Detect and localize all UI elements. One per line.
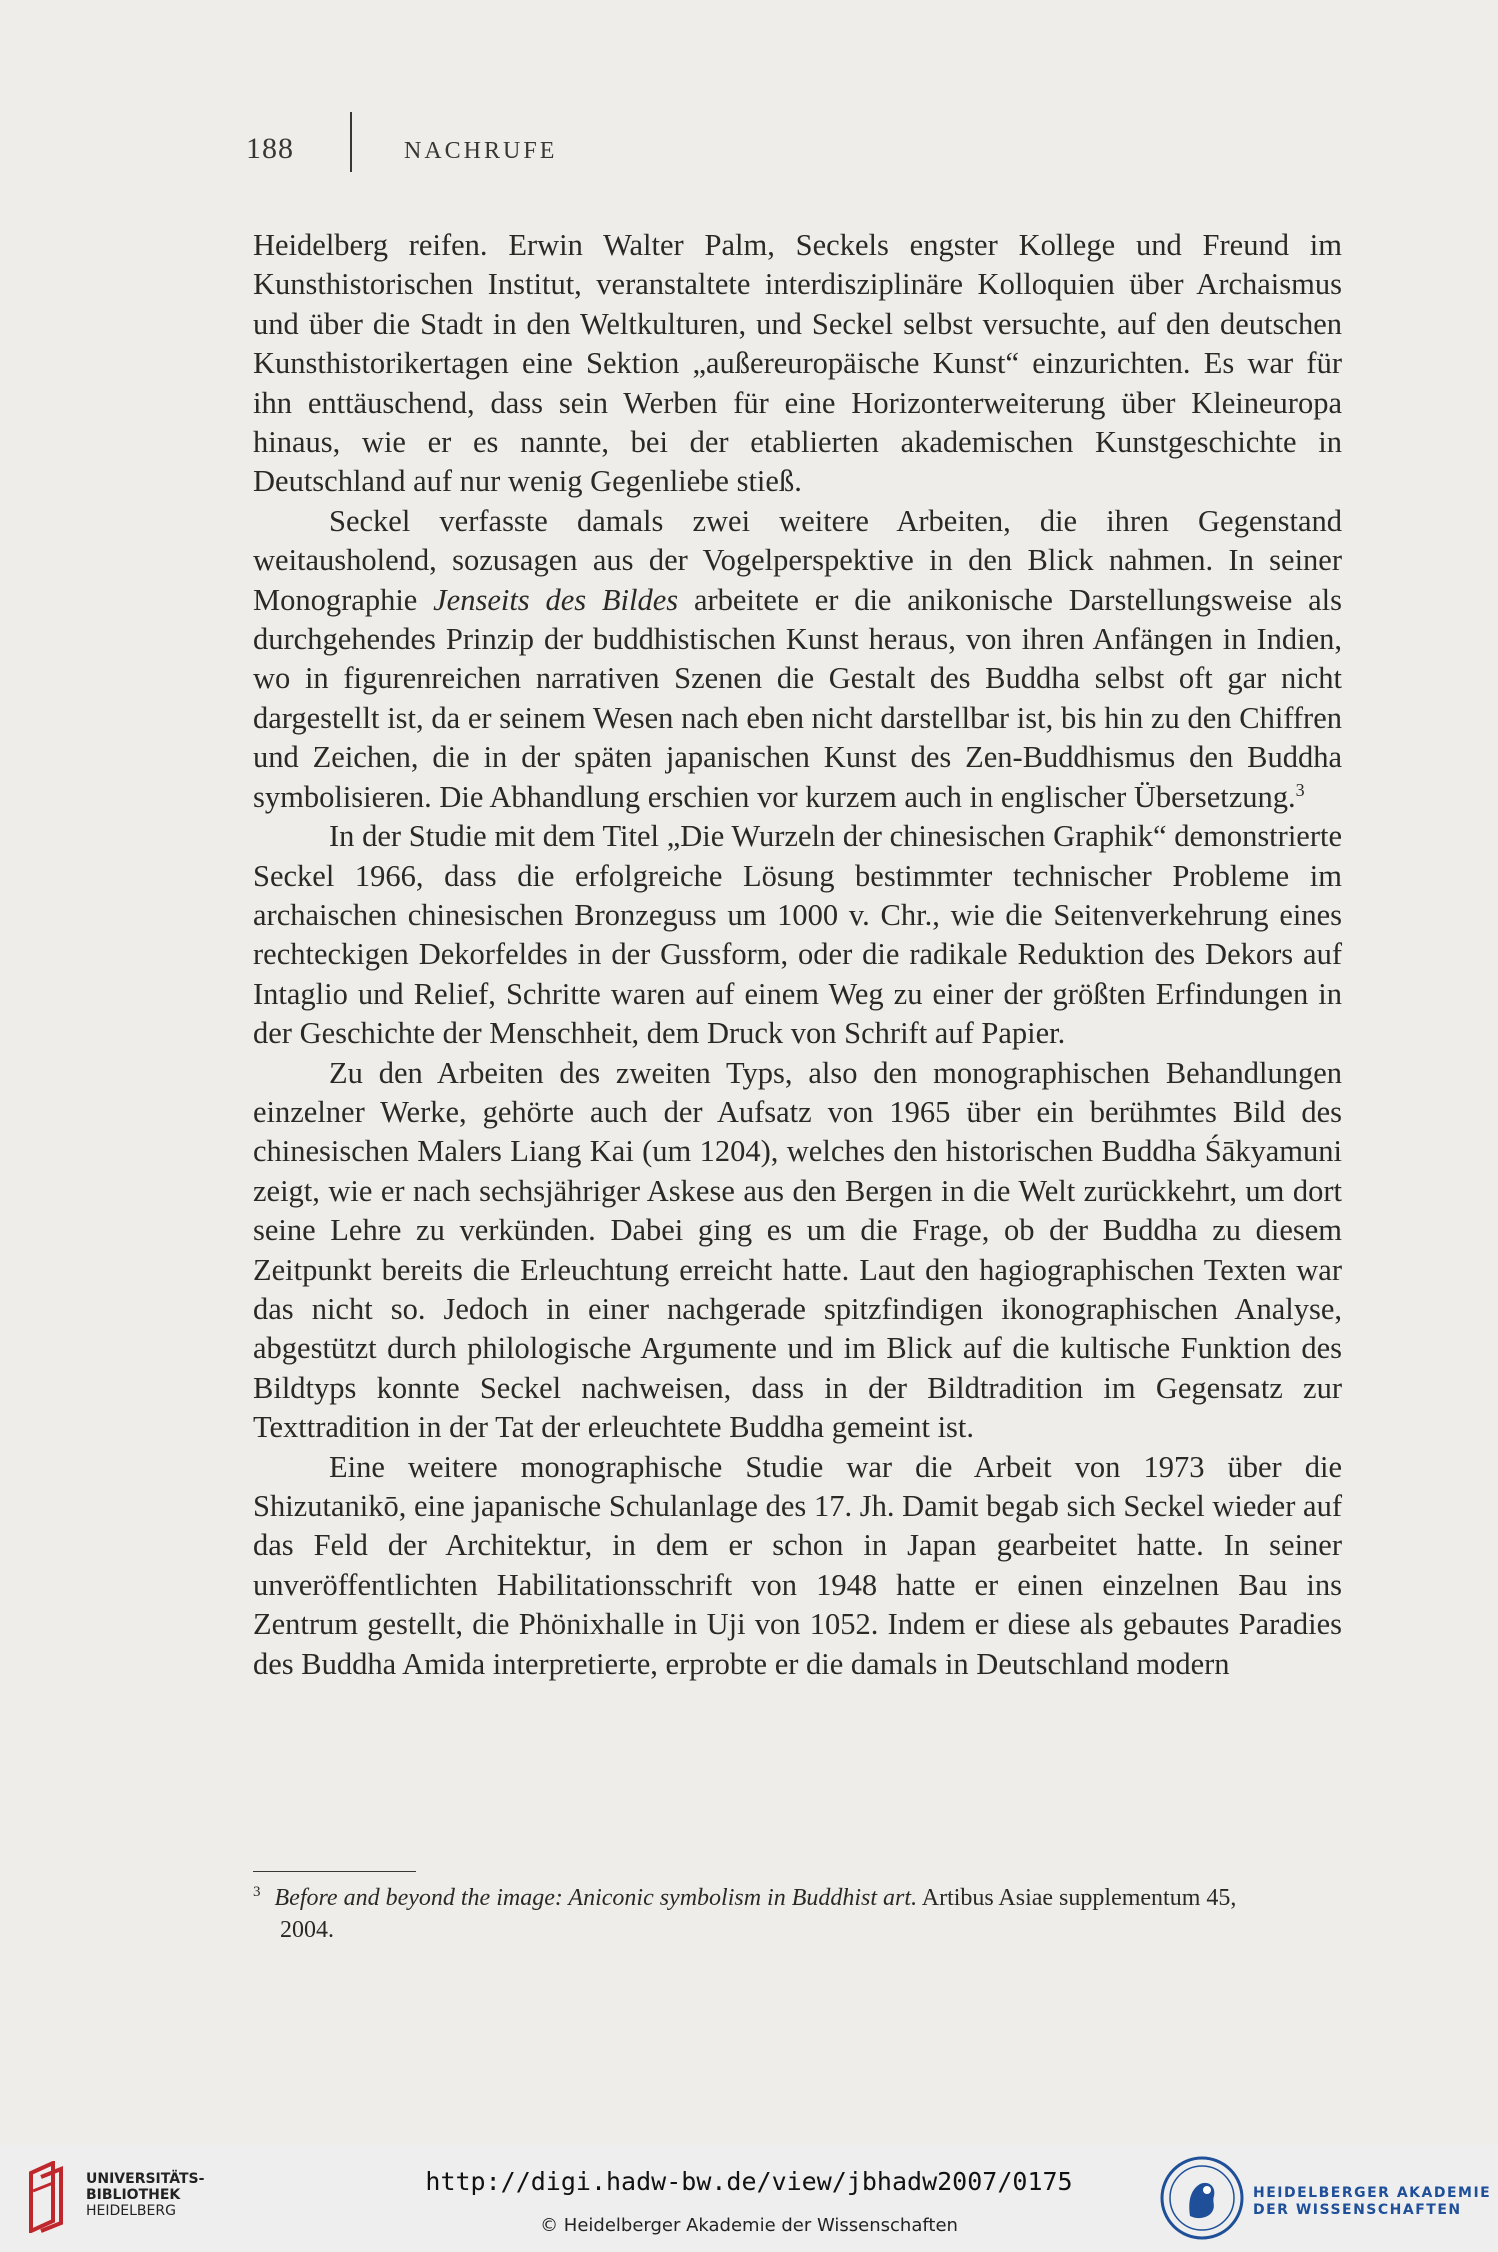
paragraph: Eine weitere monographische Studie war die Arbeit von 1973 über die Shizutanikō, eine japanische Schulanlage des 17. Jh. Damit begab sich Seckel wieder auf das Feld der Architektur, in dem er schon in Japan gearbeitet hatte. In seiner unveröffentlichten Habilitationsschrift von 1948 hatte er einen einzelnen Bau ins Zentrum gestellt, die Phönixhalle in Uji von 1052. Indem er diese als gebautes Paradies des Buddha Amida interpretierte, erprobte er die damals in Deutschland modern — [253, 1449, 1342, 1681]
library-line: UNIVERSITÄTS- — [86, 2171, 205, 2187]
page-number: 188 — [246, 132, 294, 165]
permalink-url[interactable]: http://digi.hadw-bw.de/view/jbhadw2007/0175 — [425, 2167, 1073, 2196]
library-line: HEIDELBERG — [86, 2203, 176, 2219]
footnote-text: Artibus Asiae supplementum 45, — [917, 1885, 1237, 1911]
footnote-year: 2004. — [280, 1917, 334, 1943]
body-text — [253, 226, 1342, 1684]
footnote-divider — [253, 1871, 416, 1872]
library-line: BIBLIOTHEK — [86, 2187, 181, 2203]
paragraph-text: Seckel verfasste damals zwei weitere Arbeiten, die ihren Gegenstand weitausholend, sozusagen aus der Vogelperspektive in den Blick nahmen. In seiner Monographie — [253, 503, 1342, 617]
copyright-notice: © Heidelberger Akademie der Wissenschaften — [540, 2215, 958, 2236]
paragraph: Zu den Arbeiten des zweiten Typs, also den monographischen Behandlungen einzelner Werke, gehörte auch der Aufsatz von 1965 über ein berühmtes Bild des chinesischen Malers Liang Kai (um 1204), welches den historischen Buddha Śākyamuni zeigt, wie er nach sechsjähriger Askese aus den Bergen in die Welt zurückkehrt, um dort seine Lehre zu verkünden. Dabei ging es um die Frage, ob der Buddha zu diesem Zeitpunkt bereits die Erleuchtung erreicht hatte. Laut den hagiographischen Texten war das nicht so. Jedoch in einer nachgerade spitzfindigen ikonographischen Analyse, abgestützt durch philologische Argumente und im Blick auf die kultische Funktion des Bildtyps konnte Seckel nachweisen, dass in der Bildtradition im Gegensatz zur Texttradition in der Tat der erleuchtete Buddha gemeint ist. — [253, 1055, 1342, 1445]
academy-name — [1253, 2185, 1491, 2219]
academy-line: HEIDELBERGER AKADEMIE — [1253, 2185, 1492, 2201]
paragraph — [253, 502, 1342, 817]
footnote — [253, 1882, 1342, 1946]
footnote-number: 3 — [253, 1884, 261, 1900]
paragraph: In der Studie mit dem Titel „Die Wurzeln der chinesischen Graphik“ demonstrierte Seckel 1966, dass die erfolgreiche Lösung bestimmter technischer Probleme im archaischen chinesischen Bronzeguss um 1000 v. Chr., wie die Seitenverkehrung eines rechteckigen Dekorfeldes in der Gussform, oder die radikale Reduktion des Dekors auf Intaglio und Relief, Schritte waren auf einem Weg zu einer der größten Erfindungen in der Geschichte der Menschheit, dem Druck von Schrift auf Papier. — [253, 819, 1342, 1051]
footnote-title: Before and beyond the image: Aniconic symbolism in Buddhist art. — [274, 1885, 918, 1911]
footnote-reference[interactable]: 3 — [1295, 779, 1305, 800]
header-divider — [350, 112, 352, 172]
academy-line: DER WISSENSCHAFTEN — [1253, 2202, 1462, 2218]
paragraph: Heidelberg reifen. Erwin Walter Palm, Seckels engster Kollege und Freund im Kunsthistorischen Institut, veranstaltete interdisziplinäre Kolloquien über Archaismus und über die Stadt in den Weltkulturen, und Seckel selbst versuchte, auf den deutschen Kunsthistorikertagen eine Sektion „außereuropäische Kunst“ einzurichten. Es war für ihn enttäuschend, dass sein Werben für eine Horizonterweiterung über Kleineuropa hinaus, wie er es nannte, bei der etablierten akademischen Kunstgeschichte in Deutschland auf nur wenig Gegenliebe stieß. — [253, 228, 1342, 499]
paragraph-text: arbeitete er die anikonische Darstellungsweise als durchgehendes Prinzip der buddhistischen Kunst heraus, von ihren Anfängen in Indien, wo in figurenreichen narrativen Szenen die Gestalt des Buddha selbst oft gar nicht dargestellt ist, da er seinem Wesen nach eben nicht darstellbar ist, bis hin zu den Chiffren und Zeichen, die in der späten japanischen Kunst des Zen-Buddhismus den Buddha symbolisieren. Die Abhandlung erschien vor kurzem auch in englischer Übersetzung. — [253, 582, 1343, 814]
academy-seal-icon — [1160, 2156, 1244, 2240]
section-title: NACHRUFE — [404, 138, 558, 164]
viewer-footer — [0, 2145, 1498, 2252]
book-title: Jenseits des Bildes — [433, 582, 679, 617]
